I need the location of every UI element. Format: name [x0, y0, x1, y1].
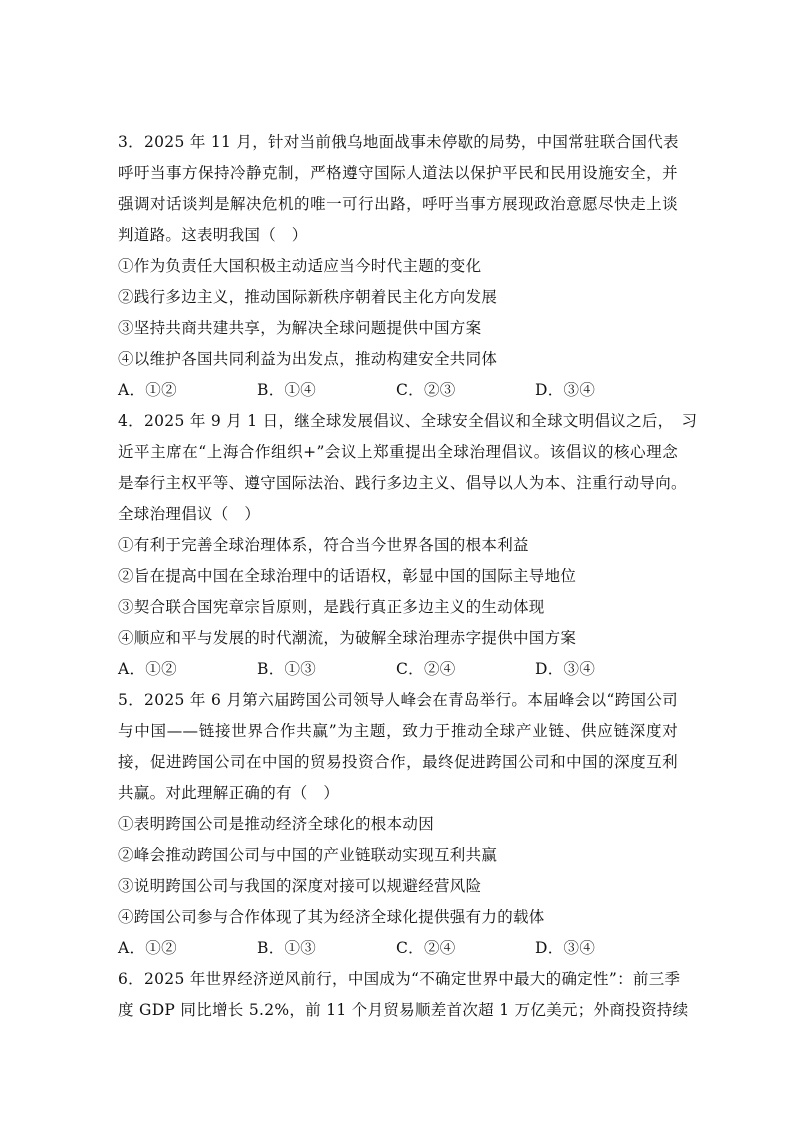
option-a[interactable]: A．①② — [118, 381, 177, 399]
statement-item: ①作为负责任大国积极主动适应当今时代主题的变化 — [118, 257, 482, 275]
question-6 — [118, 964, 689, 1026]
answer-options — [118, 933, 678, 964]
question-stem-line: 4．2025 年 9 月 1 日，继全球发展倡议、全球安全倡议和全球文明倡议之后， 习 — [118, 412, 698, 430]
answer-options — [118, 654, 678, 685]
option-d[interactable]: D．③④ — [535, 660, 596, 678]
question-stem-line: 5．2025 年 6 月第六届跨国公司领导人峰会在青岛举行。本届峰会以“跨国公司 — [118, 691, 678, 709]
question-3 — [118, 127, 678, 406]
question-stem-line: 呼吁当事方保持冷静克制，严格遵守国际人道法以保护平民和民用设施安全，并 — [118, 164, 678, 182]
option-c[interactable]: C．②④ — [396, 939, 456, 957]
answer-options — [118, 375, 678, 406]
option-c[interactable]: C．②④ — [396, 660, 456, 678]
question-4 — [118, 406, 698, 685]
statement-item: ①表明跨国公司是推动经济全球化的根本动因 — [118, 815, 435, 833]
question-stem-line: 与中国——链接世界合作共赢”为主题，致力于推动全球产业链、供应链深度对 — [118, 722, 678, 740]
statement-item: ②旨在提高中国在全球治理中的话语权，彰显中国的国际主导地位 — [118, 567, 577, 585]
statement-item: ④顺应和平与发展的时代潮流，为破解全球治理赤字提供中国方案 — [118, 629, 577, 647]
statement-item: ②践行多边主义，推动国际新秩序朝着民主化方向发展 — [118, 288, 498, 306]
question-stem-line: 6．2025 年世界经济逆风前行，中国成为“不确定世界中最大的确定性”：前三季 — [118, 970, 681, 988]
statement-item: ①有利于完善全球治理体系，符合当今世界各国的根本利益 — [118, 536, 529, 554]
option-a[interactable]: A．①② — [118, 660, 177, 678]
option-a[interactable]: A．①② — [118, 939, 177, 957]
document-content — [118, 127, 698, 1026]
statement-item: ④以维护各国共同利益为出发点，推动构建安全共同体 — [118, 350, 498, 368]
statement-item: ③契合联合国宪章宗旨原则，是践行真正多边主义的生动体现 — [118, 598, 545, 616]
option-d[interactable]: D．③④ — [535, 939, 596, 957]
statement-item: ③坚持共商共建共享，为解决全球问题提供中国方案 — [118, 319, 482, 337]
question-5 — [118, 685, 678, 964]
option-b[interactable]: B．①③ — [257, 660, 317, 678]
question-stem-line: 近平主席在“上海合作组织+”会议上郑重提出全球治理倡议。该倡议的核心理念 — [118, 443, 678, 461]
option-b[interactable]: B．①③ — [257, 939, 317, 957]
question-stem-line: 3．2025 年 11 月，针对当前俄乌地面战事未停歇的局势，中国常驻联合国代表 — [118, 133, 679, 151]
question-stem-line: 度 GDP 同比增长 5.2%，前 11 个月贸易顺差首次超 1 万亿美元；外商投资持续 — [118, 1001, 689, 1019]
statement-item: ④跨国公司参与合作体现了其为经济全球化提供强有力的载体 — [118, 908, 545, 926]
question-stem-line: 判道路。这表明我国（ ） — [118, 226, 308, 244]
option-d[interactable]: D．③④ — [535, 381, 596, 399]
statement-item: ②峰会推动跨国公司与中国的产业链联动实现互利共赢 — [118, 846, 498, 864]
statement-item: ③说明跨国公司与我国的深度对接可以规避经营风险 — [118, 877, 482, 895]
question-stem-line: 是奉行主权平等、遵守国际法治、践行多边主义、倡导以人为本、注重行动导向。 — [118, 474, 687, 492]
question-stem-line: 全球治理倡议（ ） — [118, 505, 261, 523]
option-c[interactable]: C．②③ — [396, 381, 456, 399]
question-stem-line: 强调对话谈判是解决危机的唯一可行出路，呼吁当事方展现政治意愿尽快走上谈 — [118, 195, 678, 213]
question-stem-line: 接，促进跨国公司在中国的贸易投资合作，最终促进跨国公司和中国的深度互利 — [118, 753, 678, 771]
option-b[interactable]: B．①④ — [257, 381, 317, 399]
question-stem-line: 共赢。对此理解正确的有（ ） — [118, 784, 340, 802]
